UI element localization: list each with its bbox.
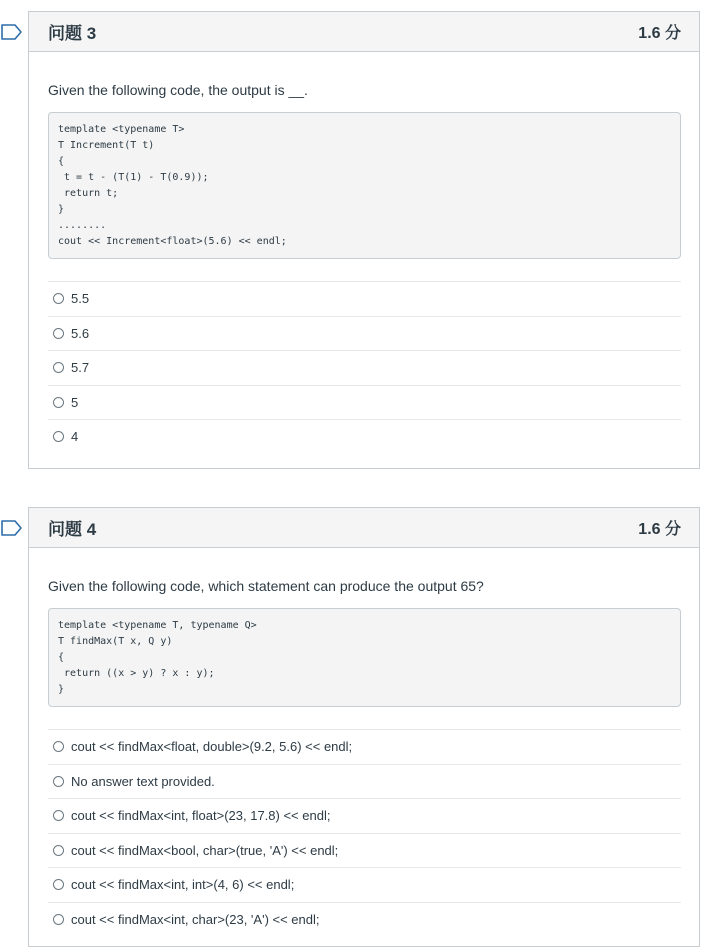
question-header xyxy=(29,508,699,548)
question-3 xyxy=(28,11,700,469)
code-line: { xyxy=(58,652,65,663)
question-body xyxy=(29,578,699,936)
answer-label: 5.5 xyxy=(71,291,90,307)
answer-list xyxy=(48,729,681,936)
answer-label: cout << findMax<int, float>(23, 17.8) << endl; xyxy=(71,808,331,824)
radio-button[interactable] xyxy=(53,879,64,890)
question-points: 1.6 分 xyxy=(638,25,681,42)
radio-button[interactable] xyxy=(53,741,64,752)
answer-option[interactable] xyxy=(48,902,681,937)
answer-label: cout << findMax<float, double>(9.2, 5.6) << endl; xyxy=(71,739,353,755)
code-block xyxy=(48,112,681,259)
answer-label: No answer text provided. xyxy=(71,773,215,789)
radio-button[interactable] xyxy=(53,845,64,856)
answer-label: 5.6 xyxy=(71,325,90,341)
answer-option[interactable] xyxy=(48,867,681,902)
radio-button[interactable] xyxy=(53,328,64,339)
code-block xyxy=(48,608,681,707)
code-line: return ((x > y) ? x : y); xyxy=(58,668,215,679)
answer-label: 4 xyxy=(71,429,79,445)
answer-option[interactable] xyxy=(48,729,681,764)
answer-label: 5 xyxy=(71,394,79,410)
question-text: Given the following code, the output is __. xyxy=(48,82,308,98)
question-name: 问题 3 xyxy=(48,24,97,43)
answer-option[interactable] xyxy=(48,419,681,454)
radio-button[interactable] xyxy=(53,776,64,787)
code-line: template <typename T> xyxy=(58,124,185,135)
answer-label: cout << findMax<bool, char>(true, 'A') << endl; xyxy=(71,842,339,858)
question-points: 1.6 分 xyxy=(638,521,681,538)
radio-button[interactable] xyxy=(53,914,64,925)
answer-option[interactable] xyxy=(48,833,681,868)
code-line: T findMax(T x, Q y) xyxy=(58,636,173,647)
bookmark-flag-icon[interactable] xyxy=(1,520,23,536)
answer-option[interactable] xyxy=(48,764,681,799)
bookmark-flag-icon[interactable] xyxy=(1,24,23,40)
radio-button[interactable] xyxy=(53,810,64,821)
radio-button[interactable] xyxy=(53,431,64,442)
answer-label: cout << findMax<int, int>(4, 6) << endl; xyxy=(71,877,295,893)
answer-option[interactable] xyxy=(48,385,681,420)
code-line: ........ xyxy=(58,220,107,231)
code-line: cout << Increment<float>(5.6) << endl; xyxy=(58,236,287,247)
code-line: t = t - (T(1) - T(0.9)); xyxy=(58,172,209,183)
answer-option[interactable] xyxy=(48,350,681,385)
code-line: T Increment(T t) xyxy=(58,140,155,151)
answer-option[interactable] xyxy=(48,281,681,316)
code-line: } xyxy=(58,684,65,695)
question-name: 问题 4 xyxy=(48,520,97,539)
question-text: Given the following code, which statement can produce the output 65? xyxy=(48,578,484,594)
answer-list xyxy=(48,281,681,454)
radio-button[interactable] xyxy=(53,397,64,408)
answer-label: 5.7 xyxy=(71,360,90,376)
answer-option[interactable] xyxy=(48,798,681,833)
question-4 xyxy=(28,507,700,947)
code-line: } xyxy=(58,204,65,215)
code-line: template <typename T, typename Q> xyxy=(58,620,257,631)
question-body xyxy=(29,82,699,454)
question-header xyxy=(29,12,699,52)
answer-label: cout << findMax<int, char>(23, 'A') << endl; xyxy=(71,911,320,927)
answer-option[interactable] xyxy=(48,316,681,351)
code-line: return t; xyxy=(58,188,119,199)
radio-button[interactable] xyxy=(53,293,64,304)
code-line: { xyxy=(58,156,65,167)
radio-button[interactable] xyxy=(53,362,64,373)
